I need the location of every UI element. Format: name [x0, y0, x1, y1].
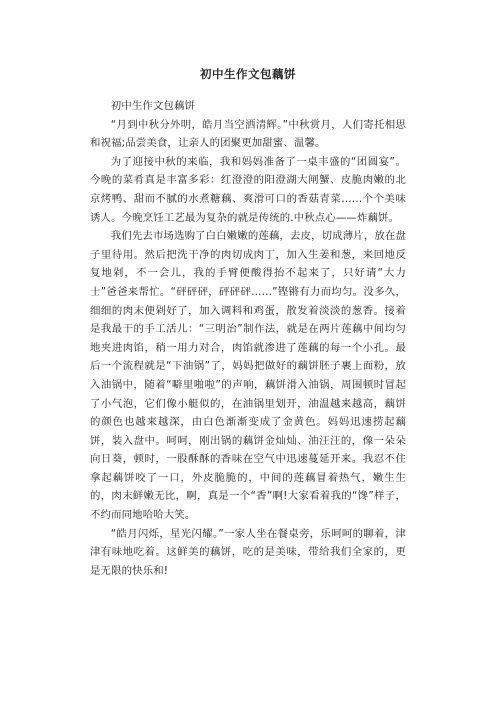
body-paragraph: 我们先去市场选购了白白嫩嫩的莲藕，去皮，切成薄片，放在盘子里待用。然后把洗干净的肉切成肉丁，加入生姜和葱，来回地反复地剁，不一会儿，我的手臂便酸得抬不起来了，只好请“大力士”爸爸来帮忙。“砰砰砰，砰砰砰……”铿锵有力而均匀。没多久，细细的肉末便剁好了，加入调料和鸡蛋，散发着淡淡的葱香。接着是我最干的手工活儿：“三明治”制作法，就是在两片莲藕中间均匀地夹进肉馅，稍一用力对合，肉馅就渗进了莲藕的每一个小孔。最后一个流程就是“下油锅”了，妈妈把做好的藕饼胚子裹上面粉，放入油锅中，随着“噼里啪啦”的声响，藕饼滑入油锅，周围顿时冒起了小气泡，它们像小艇似的，在油锅里划开，油温越来越高，藕饼的颜色也越来越深，由白色渐渐变成了金黄色。妈妈迅速捞起藕饼，装入盘中。呵呵，刚出锅的藕饼金灿灿、油汪汪的，像一朵朵向日葵，顿时，一股酥酥的香味在空气中迅速蔓延开来。我忍不住拿起藕饼咬了一口，外皮脆脆的，中间的莲藕冒着热气，嫩生生的，肉末鲜嫩无比，啊，真是一个“香”啊!大家看着我的“馋”样子，不约而同地哈哈大笑。 — [90, 230, 406, 522]
body-paragraph: “皓月闪烁，星光闪耀。”一家人坐在餐桌旁，乐呵呵的聊着，津津有味地吃着。这鲜美的藕饼，吃的是美味，带给我们全家的，更是无限的快乐和! — [90, 527, 406, 577]
subtitle-paragraph: 初中生作文包藕饼 — [110, 100, 196, 112]
document-body — [90, 97, 406, 580]
body-paragraph: 为了迎接中秋的来临，我和妈妈准备了一桌丰盛的“团圆宴”。今晚的菜肴真是丰富多彩：红澄澄的阳澄湖大闸蟹、皮脆肉嫩的北京烤鸭、甜而不腻的水煮糖藕、爽滑可口的香菇青菜……个个美味诱人。今晚烹饪工艺最为复杂的就是传统的.中秋点心——炸藕饼。 — [90, 155, 406, 224]
document-title: 初中生作文包藕饼 — [200, 67, 296, 81]
body-paragraph: “月到中秋分外明，皓月当空洒清辉。”中秋赏月，人们寄托相思和祝福;品尝美食，让亲人的团聚更加甜蜜、温馨。 — [90, 118, 406, 150]
